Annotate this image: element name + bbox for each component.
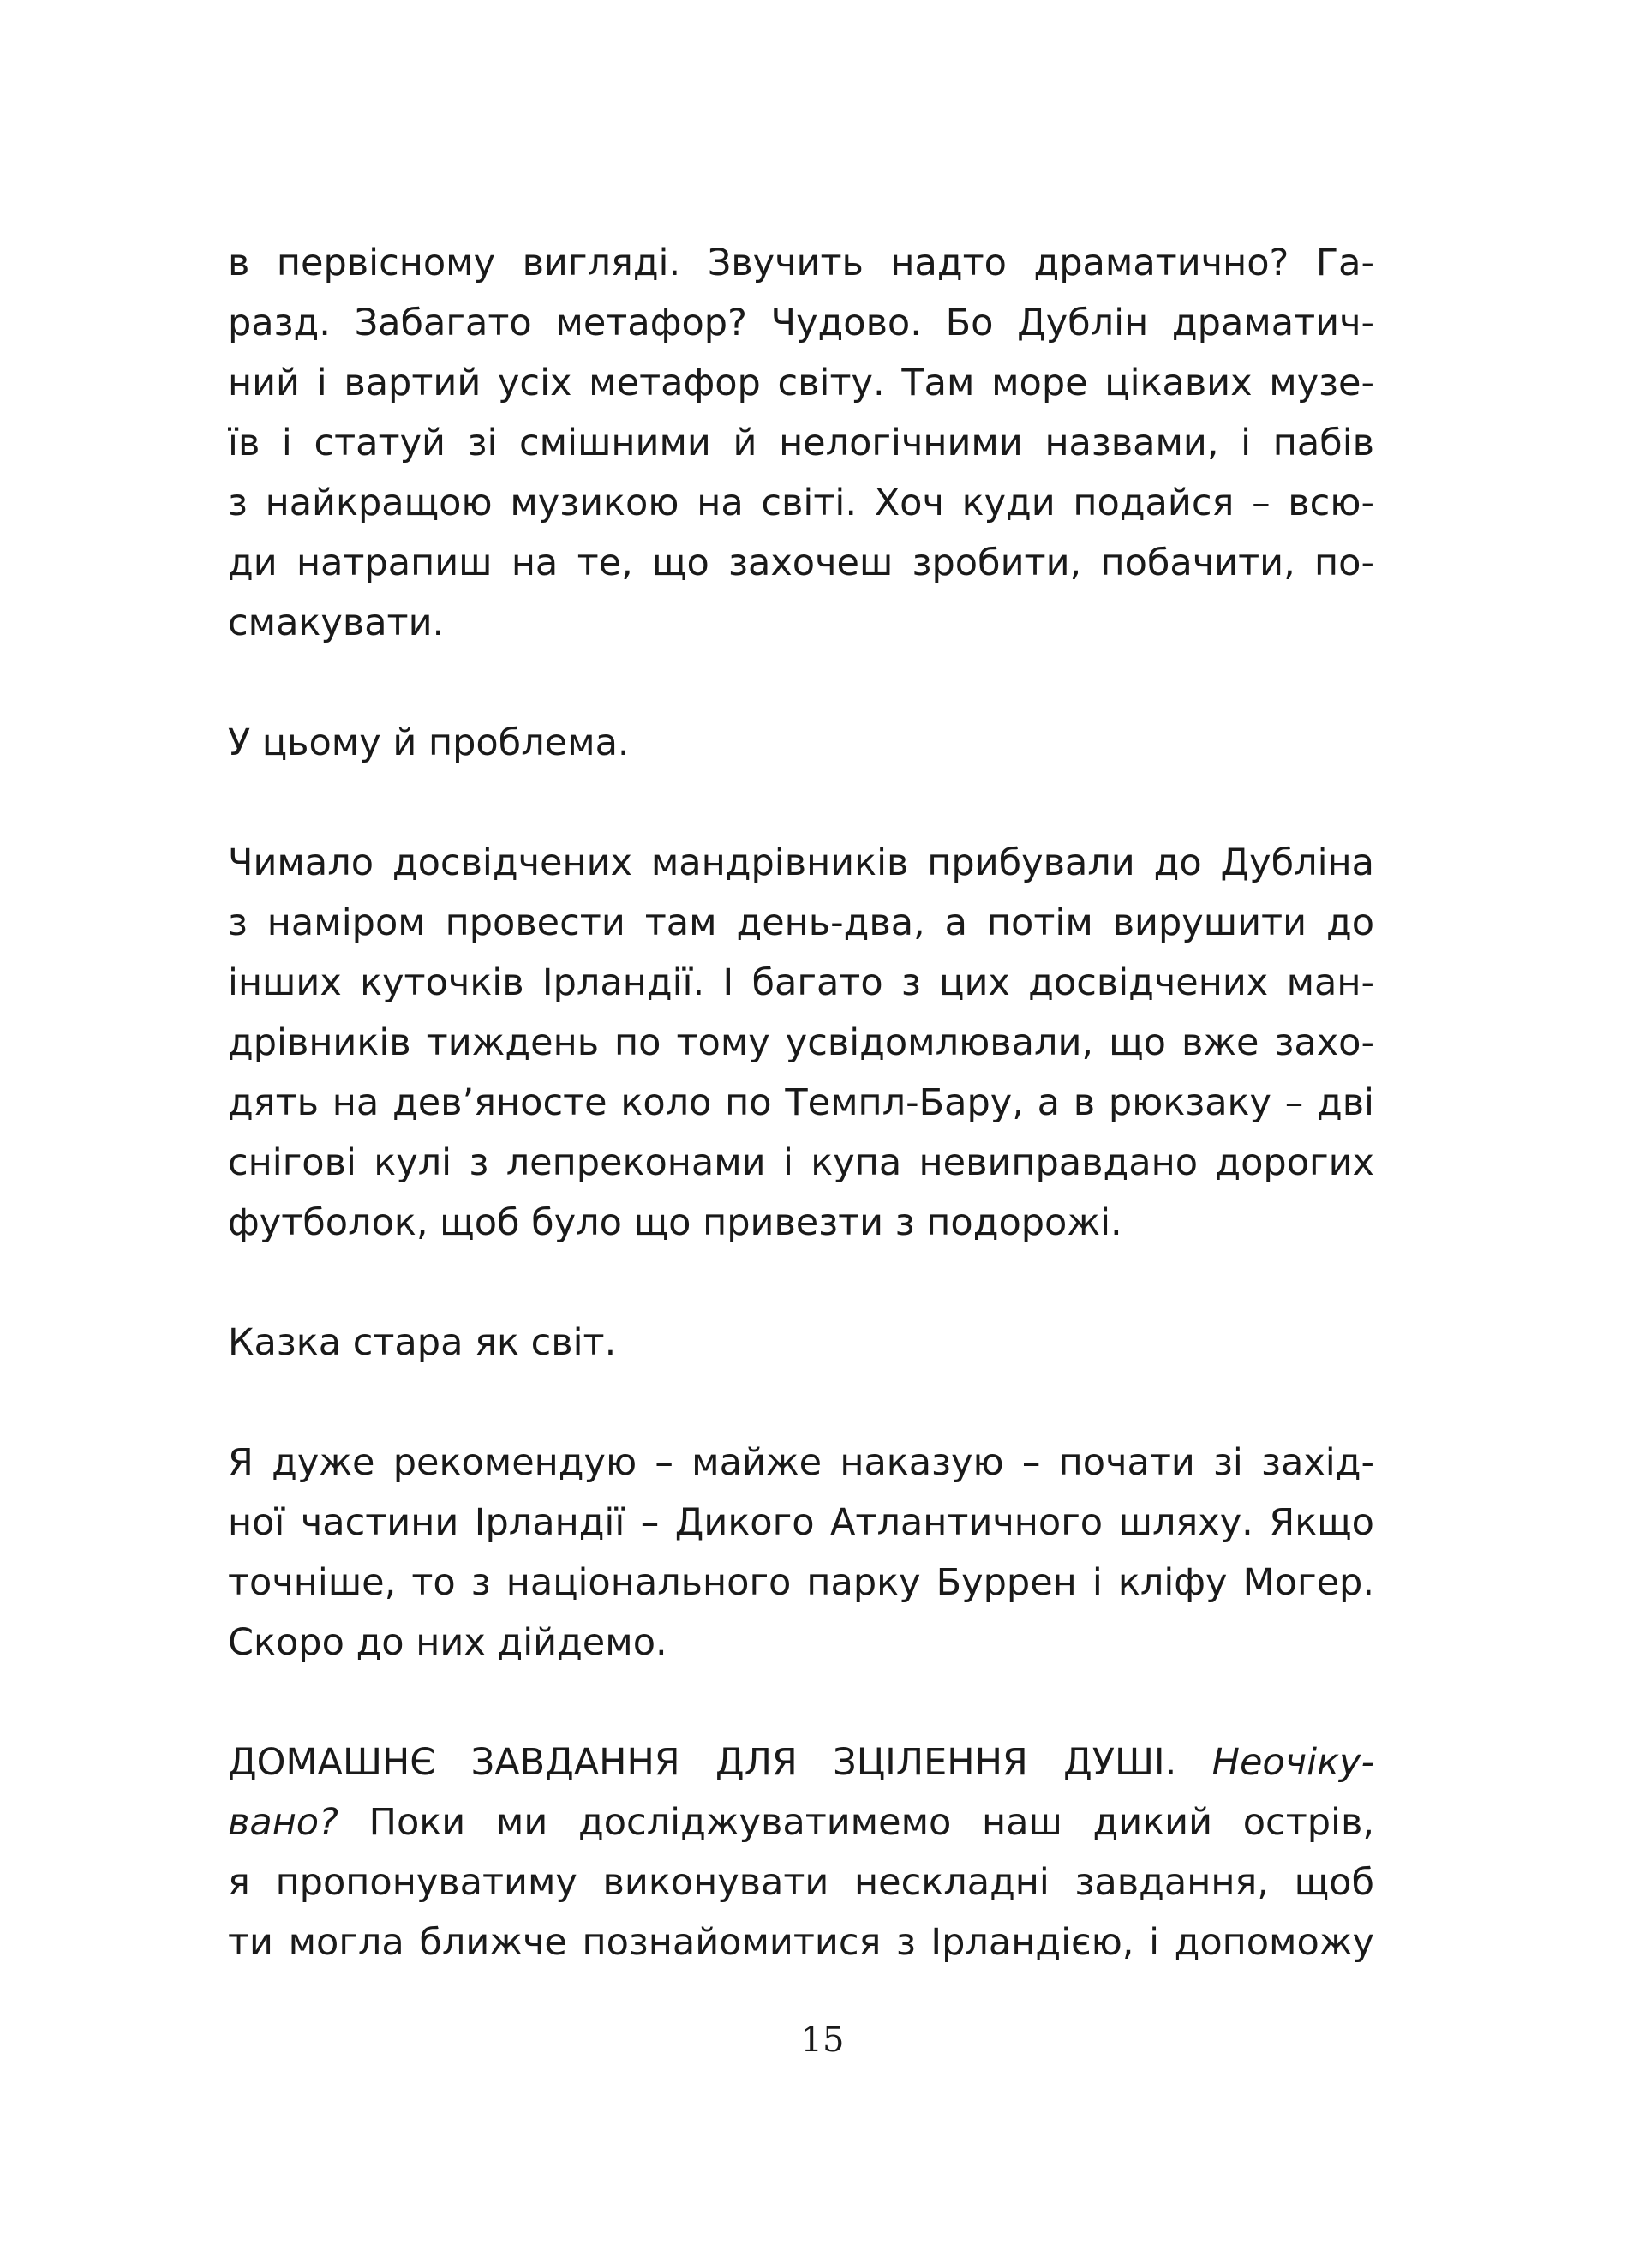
paragraph-problem bbox=[228, 713, 1374, 773]
text-line: їв і статуй зі смішними й нелогічними назвами, і пабів bbox=[228, 422, 1374, 464]
paragraph-dublin-description bbox=[228, 233, 1374, 653]
page-number: 15 bbox=[800, 2020, 845, 2060]
text-line: смакувати. bbox=[228, 601, 445, 644]
text-line: Казка стара як світ. bbox=[228, 1321, 617, 1364]
text-line: дять на дев’яносте коло по Темпл-Бару, а в рюкзаку – дві bbox=[228, 1081, 1374, 1124]
text-line: ти могла ближче познайомитися з Ірландією, і допоможу bbox=[228, 1921, 1374, 1964]
text-line: ний і вартий усіх метафор світу. Там море цікавих музе- bbox=[228, 362, 1374, 404]
paragraph-old-tale bbox=[228, 1313, 1374, 1373]
text-line: з наміром провести там день-два, а потім вирушити до bbox=[228, 901, 1374, 944]
text-line: ди натрапиш на те, що захочеш зробити, побачити, по- bbox=[228, 542, 1374, 584]
homework-italic-text: вано? bbox=[228, 1801, 338, 1844]
body-text bbox=[228, 233, 1374, 2032]
text-line: футболок, щоб було що привезти з подорожі. bbox=[228, 1201, 1122, 1244]
text-line: разд. Забагато метафор? Чудово. Бо Дублін драматич- bbox=[228, 302, 1374, 344]
text-line bbox=[228, 1792, 1374, 1852]
paragraph-recommendation bbox=[228, 1433, 1374, 1673]
text-line: ної частини Ірландії – Дикого Атлантичного шляху. Якщо bbox=[228, 1501, 1374, 1544]
text-line bbox=[228, 1732, 1374, 1792]
text-line: в первісному вигляді. Звучить надто драматично? Га- bbox=[228, 242, 1374, 284]
text-line: Чимало досвідчених мандрівників прибували до Дубліна bbox=[228, 841, 1374, 884]
text-line: Я дуже рекомендую – майже наказую – почати зі захід- bbox=[228, 1441, 1374, 1484]
text-line: я пропонуватиму виконувати нескладні завдання, щоб bbox=[228, 1861, 1374, 1904]
text-line: з найкращою музикою на світі. Хоч куди подайся – всю- bbox=[228, 482, 1374, 524]
text-line: інших куточків Ірландії. І багато з цих досвідчених ман- bbox=[228, 961, 1374, 1004]
paragraph-homework bbox=[228, 1732, 1374, 1972]
text-line: точніше, то з національного парку Буррен і кліфу Могер. bbox=[228, 1561, 1374, 1604]
paragraph-travelers bbox=[228, 833, 1374, 1253]
text-line: У цьому й проблема. bbox=[228, 721, 630, 764]
homework-heading: ДОМАШНЄ ЗАВДАННЯ ДЛЯ ЗЦІЛЕННЯ ДУШІ. bbox=[228, 1741, 1177, 1784]
text-line: снігові кулі з лепреконами і купа невиправдано дорогих bbox=[228, 1141, 1374, 1184]
text-line: Скоро до них дійдемо. bbox=[228, 1621, 667, 1664]
homework-text: Поки ми досліджуватимемо наш дикий острів, bbox=[368, 1801, 1374, 1844]
text-line: дрівників тиждень по тому усвідомлювали, що вже захо- bbox=[228, 1021, 1374, 1064]
homework-italic-text: Неочіку- bbox=[1211, 1741, 1374, 1784]
